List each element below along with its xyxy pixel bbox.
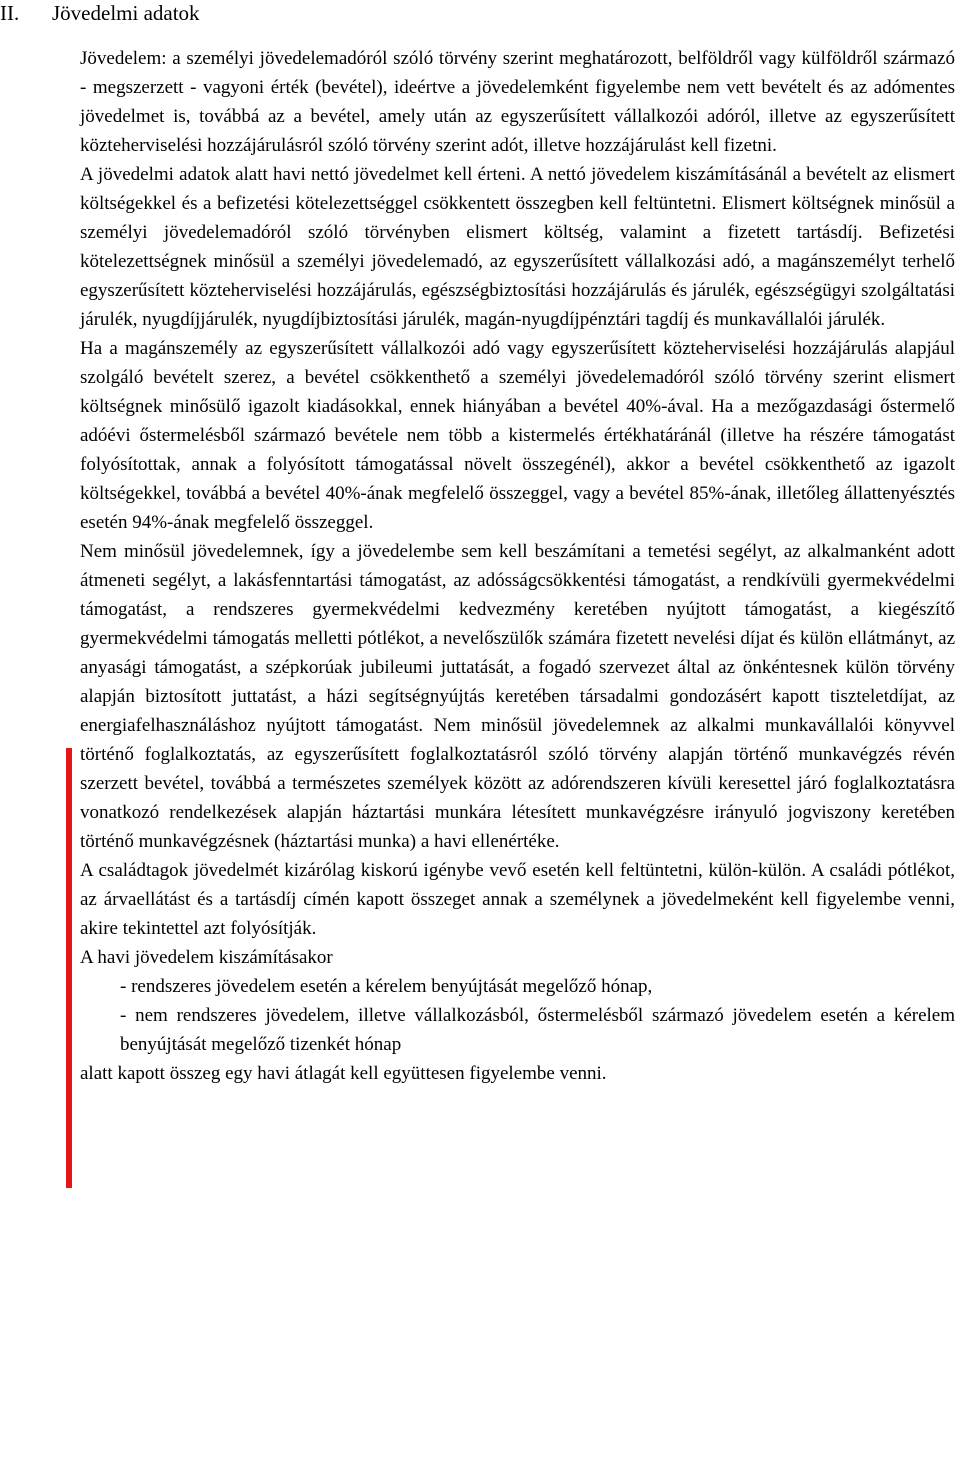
section-title: Jövedelmi adatok — [52, 1, 200, 25]
list-item: - nem rendszeres jövedelem, illetve vállalkozásból, őstermelésből származó jövedelem esetén a kérelem benyújtását megelőző tizenkét hónap — [120, 1005, 955, 1055]
paragraph-family-income: A családtagok jövedelmét kizárólag kiskorú igénybe vevő esetén kell feltüntetni, külön-külön. A családi pótlékot, az árvaellátást és a tartásdíj címén kapott összeget annak a személynek a jövedelmeként kell figyelembe venni, akire tekintettel azt folyósítják. — [80, 860, 955, 939]
paragraph-simplified-tax: Ha a magánszemély az egyszerűsített vállalkozói adó vagy egyszerűsített közteherviselési hozzájárulás alapjául szolgáló bevételt szerez, a bevétel csökkenthető a személyi jövedelemadóról szóló törvény szerint elismert költségnek minősülő igazolt kiadásokkal, ennek hiányában a bevétel 40%-ával. Ha a mezőgazdasági őstermelő adóévi őstermelésből származó bevétele nem több a kistermelés értékhatáránál (illetve ha részére támogatást folyósítottak, annak a folyósított támogatással növelt összegénél), akkor a bevétel csökkenthető az igazolt költségekkel, továbbá a bevétel 40%-ának megfelelő összeggel, vagy a bevétel 85%-ának, illetőleg állattenyésztés esetén 94%-ának megfelelő összeggel. — [80, 338, 955, 533]
calculation-period-list — [80, 972, 955, 1059]
document-body — [80, 44, 955, 1088]
list-item: - rendszeres jövedelem esetén a kérelem benyújtását megelőző hónap, — [120, 976, 653, 997]
paragraph-closing: alatt kapott összeg egy havi átlagát kell együttesen figyelembe venni. — [80, 1063, 607, 1084]
paragraph-net-income: A jövedelmi adatok alatt havi nettó jövedelmet kell érteni. A nettó jövedelem kiszámításánál a bevételt az elismert költségekkel és a befizetési kötelezettséggel csökkentett összegben kell feltüntetni. Elismert költségnek minősül a személyi jövedelemadóról szóló törvényben elismert költség, valamint a fizetett tartásdíj. Befizetési kötelezettségnek minősül a személyi jövedelemadó, az egyszerűsített vállalkozási adó, a magánszemélyt terhelő egyszerűsített közteherviselési hozzájárulás, egészségbiztosítási hozzájárulás és járulék, egészségügyi szolgáltatási járulék, nyugdíjjárulék, nyugdíjbiztosítási járulék, magán-nyugdíjpénztári tagdíj és munkavállalói járulék. — [80, 164, 955, 330]
paragraph-monthly-calc: A havi jövedelem kiszámításakor — [80, 947, 333, 968]
section-heading — [0, 0, 200, 26]
revision-marker-bar — [66, 748, 72, 1188]
section-number: II. — [0, 1, 20, 25]
paragraph-not-income: Nem minősül jövedelemnek, így a jövedelembe sem kell beszámítani a temetési segélyt, az alkalmanként adott átmeneti segélyt, a lakásfenntartási támogatást, az adósságcsökkentési támogatást, a rendkívüli gyermekvédelmi támogatást, a rendszeres gyermekvédelmi kedvezmény keretében nyújtott támogatást, a kiegészítő gyermekvédelmi támogatás melletti pótlékot, a nevelőszülők számára fizetett nevelési díjat és külön ellátmányt, az anyasági támogatást, a szépkorúak jubileumi juttatását, a fogadó szervezet által az önkéntesnek külön törvény alapján biztosított juttatást, a házi segítségnyújtás keretében társadalmi gondozásért kapott tiszteletdíjat, az energiafelhasználáshoz nyújtott támogatást. Nem minősül jövedelemnek az alkalmi munkavállalói könyvvel történő foglalkoztatás, az egyszerűsített foglalkoztatásról szóló törvény alapján történő munkavégzés révén szerzett bevétel, továbbá a természetes személyek között az adórendszeren kívüli keresettel járó foglalkoztatásra vonatkozó rendelkezések alapján háztartási munkára létesített munkavégzésre irányuló jogviszony keretében történő munkavégzésnek (háztartási munka) a havi ellenértéke. — [80, 541, 955, 852]
paragraph-income-definition: Jövedelem: a személyi jövedelemadóról szóló törvény szerint meghatározott, belföldről vagy külföldről származó - megszerzett - vagyoni érték (bevétel), ideértve a jövedelemként figyelembe nem vett bevételt és az adómentes jövedelmet is, továbbá az a bevétel, amely után az egyszerűsített vállalkozói adóról, illetve az egyszerűsített közteherviselési hozzájárulásról szóló törvény szerint adót, illetve hozzájárulást kell fizetni. — [80, 48, 955, 156]
